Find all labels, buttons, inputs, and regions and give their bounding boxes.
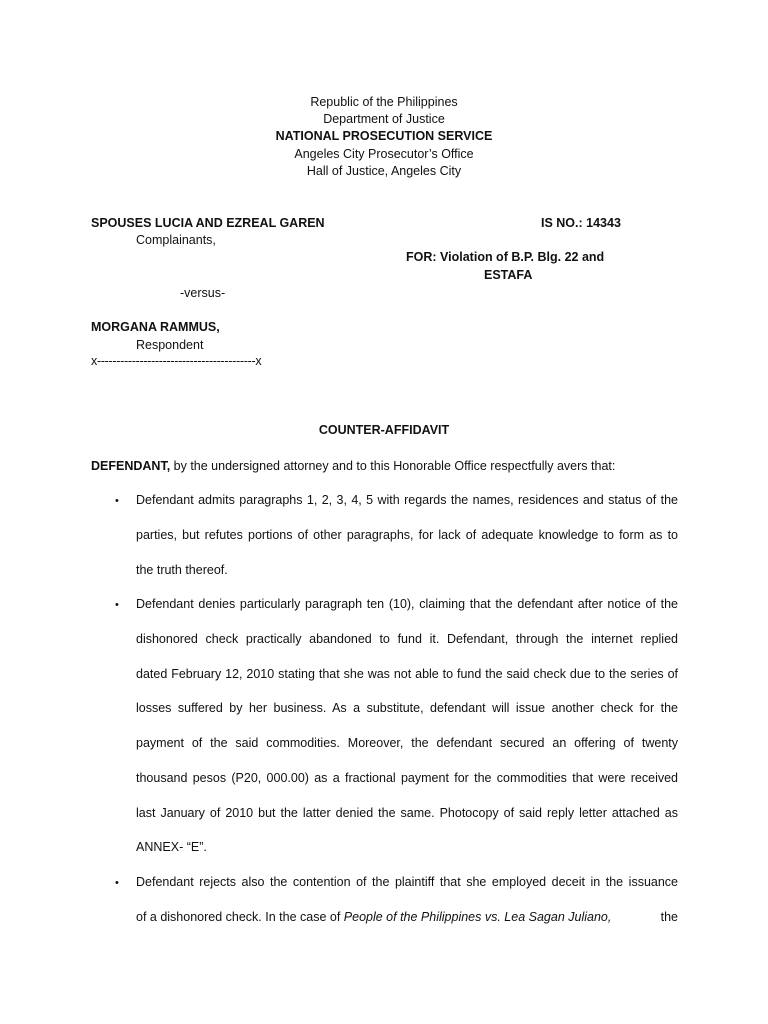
intro-lead: DEFENDANT, — [91, 459, 171, 473]
paragraph-1-line-2: parties, but refutes portions of other paragraphs, for lack of adequate knowledge to form as to — [136, 528, 678, 542]
header-hall: Hall of Justice, Angeles City — [306, 164, 462, 178]
complainants-name: SPOUSES LUCIA AND EZREAL GAREN — [91, 216, 325, 230]
paragraph-2-line-1: Defendant denies particularly paragraph ten (10), claiming that the defendant after notice of the — [136, 597, 678, 611]
paragraph-1-line-1: Defendant admits paragraphs 1, 2, 3, 4, 5 with regards the names, residences and status of the — [136, 493, 678, 507]
paragraph-2-line-3: dated February 12, 2010 stating that she was not able to fund the said check due to the series of — [136, 667, 678, 681]
respondent-name: MORGANA RAMMUS, — [91, 320, 220, 334]
header-office: Angeles City Prosecutor’s Office — [294, 147, 474, 161]
versus: -versus- — [180, 286, 226, 300]
header-republic: Republic of the Philippines — [310, 95, 458, 109]
for-label: FOR: — [406, 250, 437, 264]
bullet-icon: • — [115, 495, 119, 507]
caption-separator: x-----------------------------------------x — [91, 354, 262, 368]
intro-paragraph — [91, 460, 615, 473]
charge-text-estafa: ESTAFA — [484, 268, 533, 282]
bullet-icon: • — [115, 877, 119, 889]
paragraph-2-line-7: last January of 2010 but the latter denied the same. Photocopy of said reply letter attached as — [136, 806, 678, 820]
paragraph-2-line-8: ANNEX- “E”. — [136, 840, 207, 854]
paragraph-3-line-2-end: the — [660, 910, 678, 924]
bullet-icon: • — [115, 599, 119, 611]
paragraph-1-line-3: the truth thereof. — [136, 563, 228, 577]
paragraph-2-line-2: dishonored check practically abandoned to fund it. Defendant, through the internet replied — [136, 632, 678, 646]
case-number: IS NO.: 14343 — [541, 216, 621, 230]
document-title: COUNTER-AFFIDAVIT — [318, 423, 450, 437]
paragraph-2-line-5: payment of the said commodities. Moreover, the defendant secured an offering of twenty — [136, 736, 678, 750]
respondent-label: Respondent — [136, 338, 204, 352]
complainants-label: Complainants, — [136, 233, 216, 247]
paragraph-2-line-6: thousand pesos (P20, 000.00) as a fractional payment for the commodities that were received — [136, 771, 678, 785]
header-department: Department of Justice — [323, 112, 445, 126]
paragraph-2-line-4: losses suffered by her business. As a substitute, defendant will issue another check for the — [136, 701, 678, 715]
header-nps: NATIONAL PROSECUTION SERVICE — [275, 129, 493, 143]
charge-line — [406, 251, 604, 264]
paragraph-3-line-1: Defendant rejects also the contention of the plaintiff that she employed deceit in the issuance — [136, 875, 678, 889]
intro-text: by the undersigned attorney and to this Honorable Office respectfully avers that: — [170, 459, 616, 473]
case-citation: People of the Philippines vs. Lea Sagan Juliano, — [343, 910, 612, 924]
paragraph-3-line-2 — [136, 911, 678, 924]
charge-text: Violation of B.P. Blg. 22 and — [436, 250, 605, 264]
paragraph-3-line-2-start — [136, 911, 611, 924]
paragraph-3-text: of a dishonored check. In the case of — [136, 910, 344, 924]
